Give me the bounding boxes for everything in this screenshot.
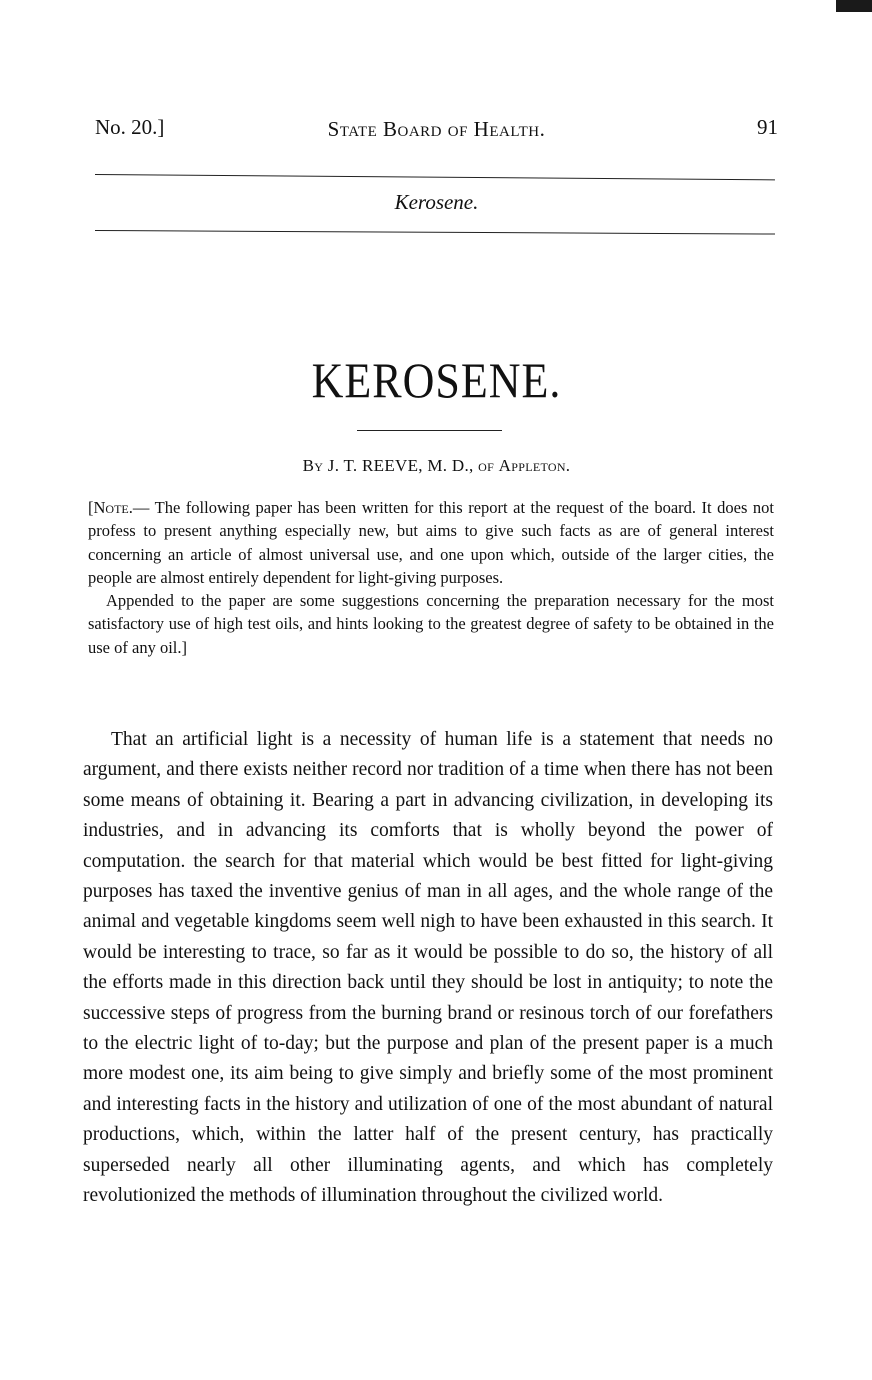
note-paragraph-1: [88, 496, 774, 589]
byline-of: of: [478, 456, 495, 475]
document-number: No. 20.]: [95, 115, 165, 139]
title-divider: [357, 430, 502, 431]
scan-edge-mark: [836, 0, 872, 12]
article-title: KEROSENE.: [311, 353, 562, 408]
article-body: [83, 725, 773, 1212]
body-paragraph-1: That an artificial light is a necessity of human life is a statement that needs no argument, and there exists neither record nor tradition of a time when there has not been some means of obtaining it. Bearing a part in advancing civilization, in developing its industries, and in advancing its comforts that is wholly beyond the power of computation. the search for that material which would be best fitted for light-giving purposes has taxed the inventive genius of man in all ages, and the whole range of the animal and vegetable kingdoms seem well nigh to have been exhausted in this search. It would be interesting to trace, so far as it would be possible to do so, the history of all the efforts made in this direction back until they should be lost in antiquity; to note the successive steps of progress from the burning brand or resinous torch of our forefathers to the electric light of to-day; but the purpose and plan of the present paper is a much more modest one, its aim being to give simply and briefly some of the most prominent and interesting facts in the history and utilization of one of the most abundant of natural productions, which, within the latter half of the present century, has practically superseded nearly all other illuminating agents, and which has completely revolutionized the methods of illumination throughout the civilized world.: [83, 729, 773, 1207]
note-paragraph-2: Appended to the paper are some suggestions concerning the preparation necessary for the most satisfactory use of high test oils, and hints looking to the greatest degree of safety to be obtained in the use of any oil.]: [88, 591, 774, 657]
header-rule-top: [95, 174, 775, 180]
section-label: Kerosene.: [394, 190, 479, 214]
page-number: 91: [757, 115, 778, 139]
header-rule-bottom: [95, 230, 775, 235]
note-label: [Note.—: [88, 498, 150, 517]
byline-place: Appleton.: [498, 456, 571, 475]
byline-author: J. T. REEVE, M. D.,: [327, 456, 474, 475]
note-text-1: The following paper has been written for this report at the request of the board. It does not profess to present anything especially new, but aims to give such facts as are of general interest concerning an article of almost universal use, and one upon which, outside of the larger cities, the people are almost entirely dependent for light-giving purposes.: [88, 498, 775, 587]
byline-by: By: [302, 456, 324, 475]
running-header: [95, 115, 778, 149]
running-title: State Board of Health.: [327, 117, 546, 141]
byline: [95, 456, 778, 476]
editorial-note: [88, 496, 774, 659]
